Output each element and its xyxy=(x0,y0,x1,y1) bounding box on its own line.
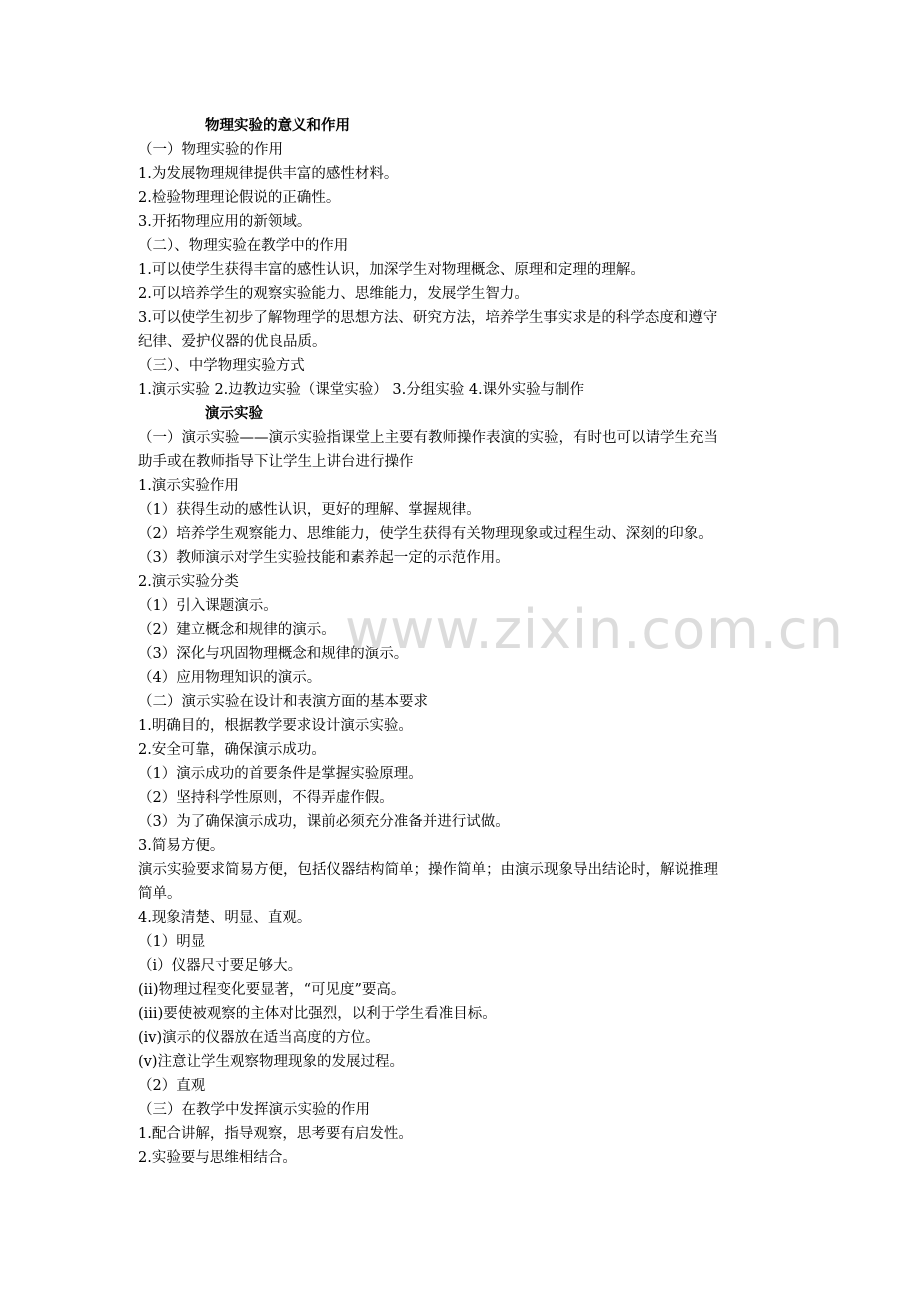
text-line: （2）建立概念和规律的演示。 xyxy=(138,622,336,638)
title-demonstration-experiment: 演示实验 xyxy=(205,405,263,422)
text-line: 2.检验物理理论假说的正确性。 xyxy=(138,190,341,206)
text-line: 1.可以使学生获得丰富的感性认识，加深学生对物理概念、原理和定理的理解。 xyxy=(138,262,645,278)
text-line: （2）坚持科学性原则，不得弄虚作假。 xyxy=(138,790,394,806)
section-heading: （一）物理实验的作用 xyxy=(138,142,283,158)
section-heading: （三）、中学物理实验方式 xyxy=(138,358,305,374)
text-line: 4.现象清楚、明显、直观。 xyxy=(138,910,312,926)
text-line: 助手或在教师指导下让学生上讲台进行操作 xyxy=(138,454,414,470)
text-line: (iv)演示的仪器放在适当高度的方位。 xyxy=(138,1030,380,1046)
text-line: （2）培养学生观察能力、思维能力，使学生获得有关物理现象或过程生动、深刻的印象。 xyxy=(138,526,713,542)
text-line: 2.可以培养学生的观察实验能力、思维能力，发展学生智力。 xyxy=(138,286,529,302)
title-meaning-and-role: 物理实验的意义和作用 xyxy=(205,117,350,134)
text-line: (ii)物理过程变化要显著，“可见度”要高。 xyxy=(138,982,406,998)
text-line: (v)注意让学生观察物理现象的发展过程。 xyxy=(138,1054,405,1070)
watermark: www.zixin.com.cn xyxy=(345,598,844,661)
text-line: （1）明显 xyxy=(138,934,206,950)
text-line: 1.演示实验 2.边教边实验（课堂实验） 3.分组实验 4.课外实验与制作 xyxy=(138,382,585,398)
text-line: 2.安全可靠，确保演示成功。 xyxy=(138,742,326,758)
text-line: （1）演示成功的首要条件是掌握实验原理。 xyxy=(138,766,423,782)
text-line: 1.明确目的，根据教学要求设计演示实验。 xyxy=(138,718,413,734)
text-line: 1.配合讲解，指导观察，思考要有启发性。 xyxy=(138,1126,413,1142)
section-heading: （二）演示实验在设计和表演方面的基本要求 xyxy=(138,694,428,710)
text-line: （4）应用物理知识的演示。 xyxy=(138,670,322,686)
text-line: （3）深化与巩固物理概念和规律的演示。 xyxy=(138,646,409,662)
text-line: 3.可以使学生初步了解物理学的思想方法、研究方法，培养学生事实求是的科学态度和遵守 xyxy=(138,310,718,326)
text-line: 1.为发展物理规律提供丰富的感性材料。 xyxy=(138,166,399,182)
text-line: 2.演示实验分类 xyxy=(138,574,239,590)
section-heading: （二）、物理实验在教学中的作用 xyxy=(138,238,349,254)
text-line: （1）引入课题演示。 xyxy=(138,598,278,614)
section-heading: （一）演示实验——演示实验指课堂上主要有教师操作表演的实验，有时也可以请学生充当 xyxy=(138,430,718,446)
text-line: (iii)要使被观察的主体对比强烈，以利于学生看准目标。 xyxy=(138,1006,497,1022)
text-line: 纪律、爱护仪器的优良品质。 xyxy=(138,334,327,350)
text-line: （2）直观 xyxy=(138,1078,206,1094)
text-line: 2.实验要与思维相结合。 xyxy=(138,1150,297,1166)
text-line: （i）仪器尺寸要足够大。 xyxy=(138,958,303,974)
text-line: 3.简易方便。 xyxy=(138,838,225,854)
text-line: （1）获得生动的感性认识，更好的理解、掌握规律。 xyxy=(138,502,481,518)
text-line: 演示实验要求简易方便，包括仪器结构简单；操作简单；由演示现象导出结论时，解说推理 xyxy=(138,862,718,878)
section-heading: （三）在教学中发挥演示实验的作用 xyxy=(138,1102,370,1118)
text-line: 3.开拓物理应用的新领域。 xyxy=(138,214,312,230)
text-line: 1.演示实验作用 xyxy=(138,478,239,494)
text-line: 简单。 xyxy=(138,886,182,902)
text-line: （3）教师演示对学生实验技能和素养起一定的示范作用。 xyxy=(138,550,510,566)
text-line: （3）为了确保演示成功，课前必须充分准备并进行试做。 xyxy=(138,814,510,830)
